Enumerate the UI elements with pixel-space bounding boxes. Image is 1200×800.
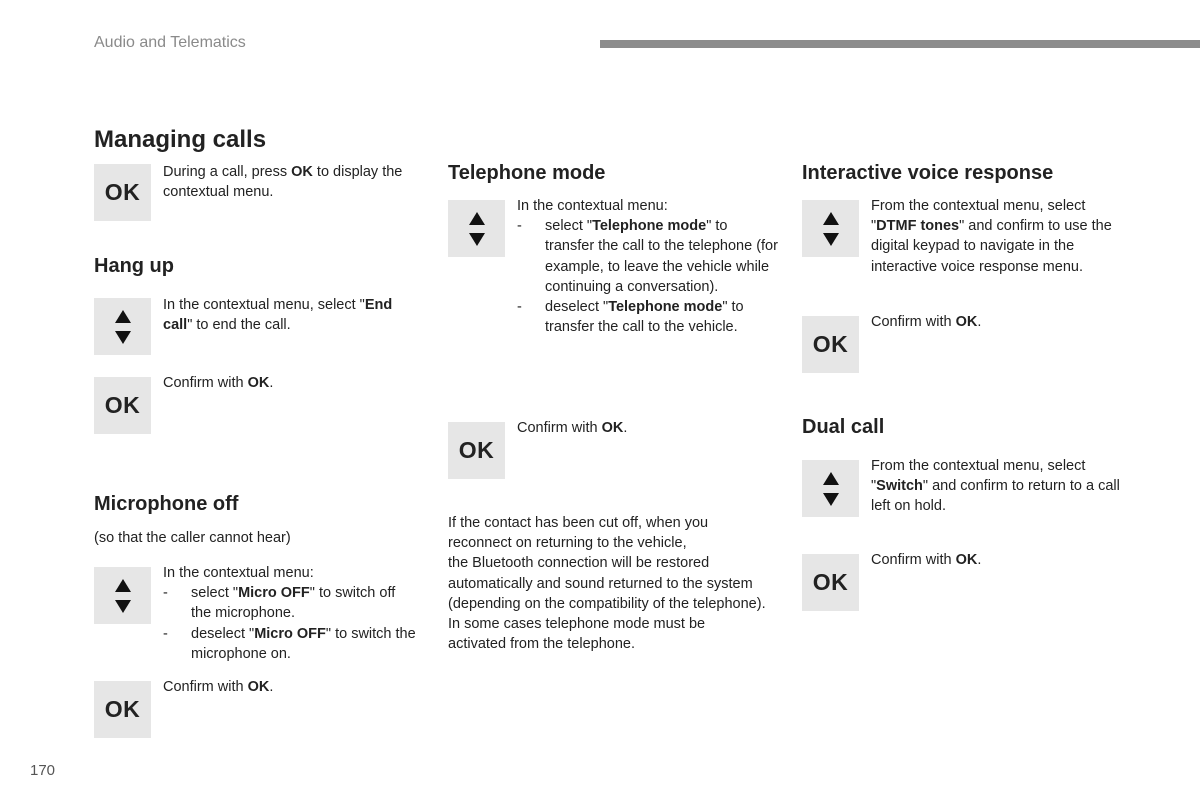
microphone-off-confirm: Confirm with OK.: [163, 679, 274, 695]
header-divider-bar: [600, 40, 1200, 48]
arrow-up-icon: [823, 212, 839, 225]
microphone-off-heading: Microphone off: [94, 493, 239, 515]
ok-key-icon: [94, 681, 151, 738]
dual-call-heading: Dual call: [802, 416, 885, 438]
ok-key-label: OK: [104, 392, 141, 418]
ok-key-label: OK: [104, 696, 141, 722]
dual-call-step: From the contextual menu, select "Switch" and confirm to return to a call left on hold.: [871, 458, 1120, 515]
arrow-down-icon: [823, 493, 839, 506]
arrow-up-icon: [115, 579, 131, 592]
telephone-mode-notes: [448, 513, 766, 654]
note-paragraph: If the contact has been cut off, when you reconnect on returning to the vehicle,: [448, 515, 709, 552]
microphone-off-note: (so that the caller cannot hear): [94, 530, 291, 546]
up-down-key-icon: [802, 460, 859, 517]
telephone-mode-confirm: Confirm with OK.: [517, 420, 628, 436]
ok-key-label: OK: [812, 569, 849, 595]
managing-calls-intro: During a call, press OK to display the contextual menu.: [163, 164, 403, 201]
arrow-down-icon: [469, 233, 485, 246]
telephone-mode-heading: Telephone mode: [448, 162, 606, 184]
ok-key-icon: [802, 554, 859, 611]
up-down-key-icon: [448, 200, 505, 257]
list-item: - select "Telephone mode" to transfer the call to the telephone (for example, to leave the vehicle while continuing a conversation).: [517, 216, 779, 297]
ok-key-label: OK: [104, 179, 141, 205]
note-paragraph: the Bluetooth connection will be restored automatically and sound returned to the system (depending on the compatibility of the telephone).: [448, 555, 766, 612]
hang-up-step: In the contextual menu, select "End call" to end the call.: [163, 297, 393, 334]
ok-key-icon: [94, 164, 151, 221]
note-paragraph: In some cases telephone mode must be activated from the telephone.: [448, 616, 706, 653]
ok-key-label: OK: [812, 331, 849, 357]
microphone-off-intro: In the contextual menu:: [163, 565, 314, 581]
telephone-mode-intro: In the contextual menu:: [517, 198, 668, 214]
list-item: - select "Micro OFF" to switch off the microphone.: [163, 583, 418, 623]
arrow-up-icon: [823, 472, 839, 485]
ivr-confirm: Confirm with OK.: [871, 314, 982, 330]
page-number: 170: [30, 762, 56, 779]
ok-key-icon: [448, 422, 505, 479]
list-item: - deselect "Micro OFF" to switch the microphone on.: [163, 624, 418, 664]
section-title: Audio and Telematics: [94, 34, 246, 51]
microphone-off-steps: [163, 563, 418, 664]
arrow-up-icon: [115, 310, 131, 323]
ivr-step: From the contextual menu, select "DTMF tones" and confirm to use the digital keypad to navigate in the interactive voice response menu.: [871, 198, 1112, 275]
list-item: - deselect "Telephone mode" to transfer the call to the vehicle.: [517, 297, 779, 337]
up-down-key-icon: [94, 567, 151, 624]
ok-key-icon: [802, 316, 859, 373]
arrow-down-icon: [115, 600, 131, 613]
arrow-up-icon: [469, 212, 485, 225]
interactive-voice-response-heading: Interactive voice response: [802, 162, 1054, 184]
telephone-mode-steps: [517, 196, 779, 337]
ok-key-label: OK: [458, 437, 495, 463]
page-title: Managing calls: [94, 126, 267, 153]
hang-up-confirm: Confirm with OK.: [163, 375, 274, 391]
arrow-down-icon: [115, 331, 131, 344]
up-down-key-icon: [94, 298, 151, 355]
dual-call-confirm: Confirm with OK.: [871, 552, 982, 568]
ok-key-icon: [94, 377, 151, 434]
arrow-down-icon: [823, 233, 839, 246]
hang-up-heading: Hang up: [94, 255, 174, 277]
up-down-key-icon: [802, 200, 859, 257]
